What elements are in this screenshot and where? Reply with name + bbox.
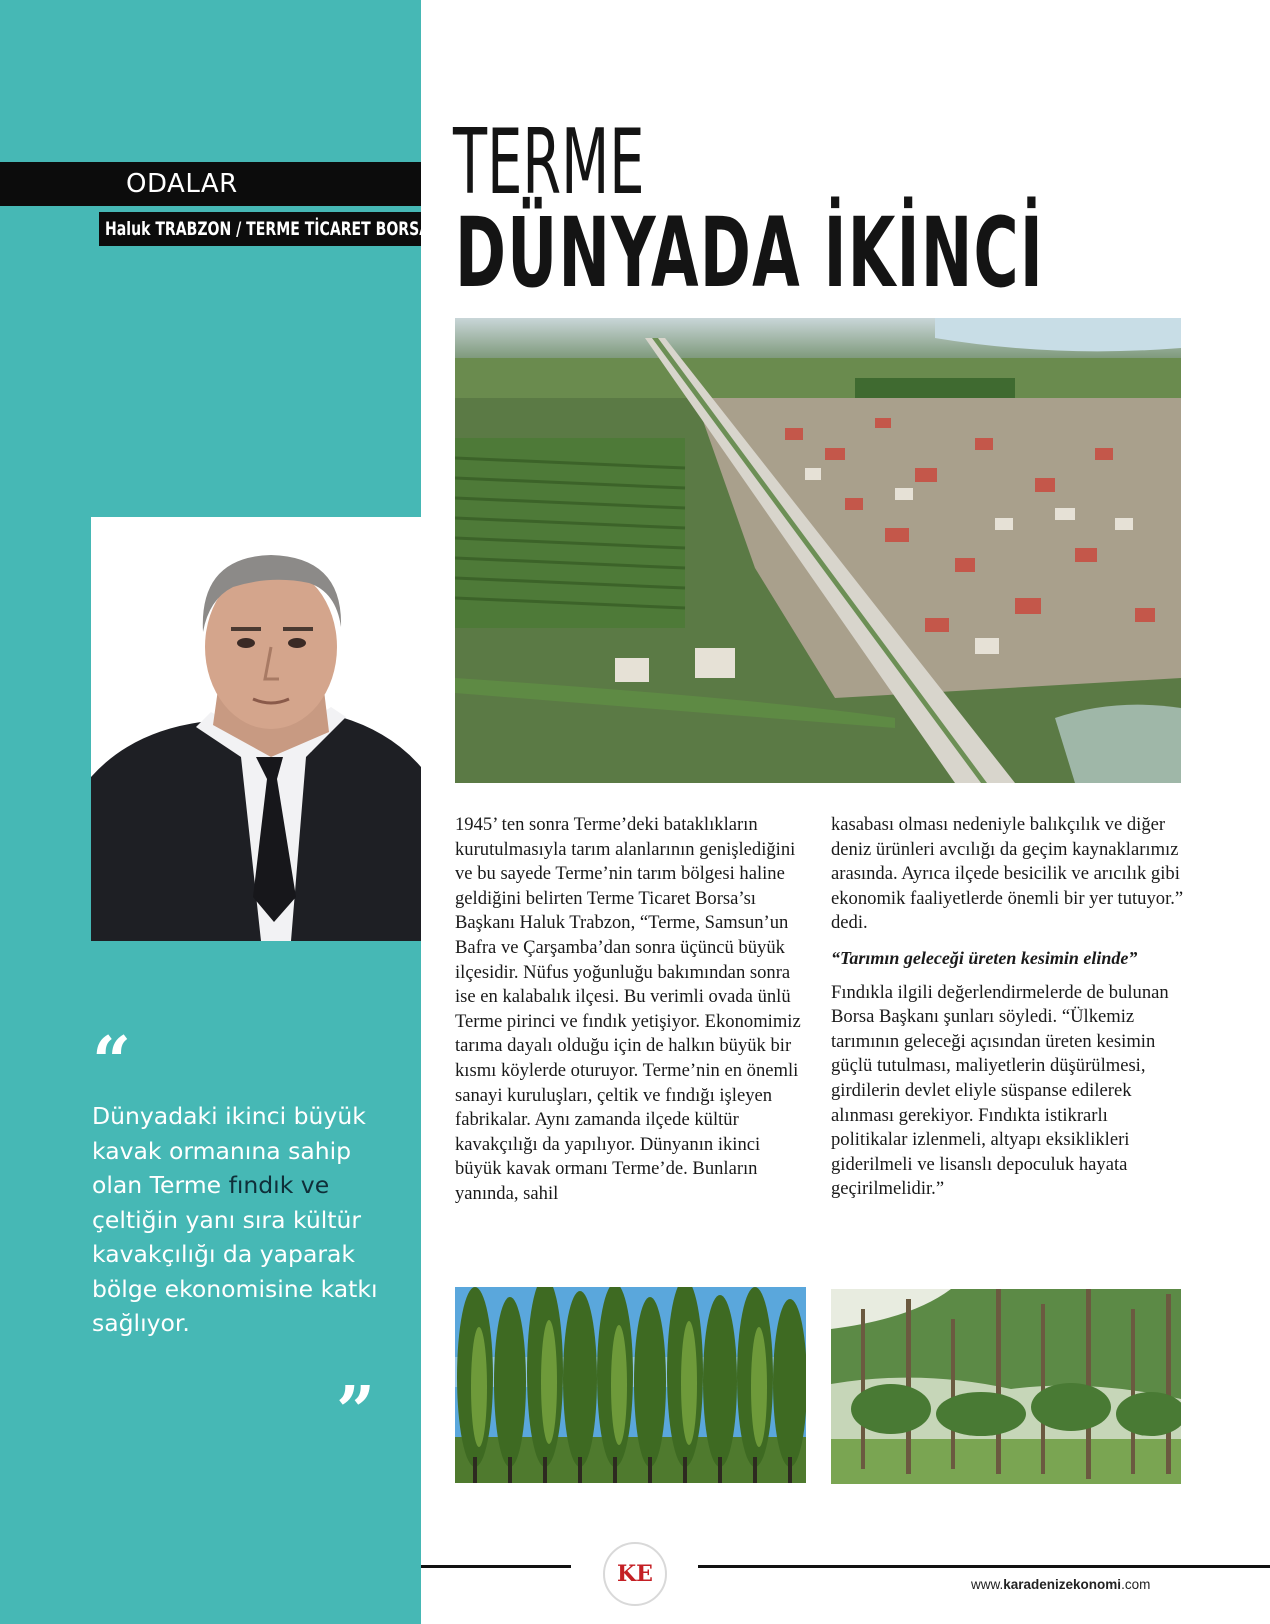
website-link[interactable]: www.karadenizekonomi.com <box>971 1577 1151 1592</box>
aerial-town-photo <box>455 318 1181 783</box>
author-bar <box>99 212 446 246</box>
headline-line1: TERME <box>453 110 645 215</box>
magazine-logo <box>603 1542 667 1606</box>
article-column-1 <box>455 813 810 1207</box>
pull-quote-text: Dünyadaki ikinci büyük kavak ormanına sahip olan Terme <box>92 1102 366 1199</box>
portrait-photo <box>91 517 421 941</box>
pull-quote-text-end: çeltiğin yanı sıra kültür kavakçılığı da yaparak bölge ekonomisine katkı sağlıyor. <box>92 1205 378 1337</box>
footer-rule-left <box>421 1565 571 1568</box>
article-paragraph-2: kasabası olması nedeniyle balıkçılık ve diğer deniz ürünleri avcılığı da geçim kaynaklarımız arasında. Ayrıca ilçede besicilik ve arıcılık gibi ekonomik faaliyetlerde önemli bir yer tutuyor.” dedi. <box>831 814 1184 934</box>
quote-close-mark: ” <box>336 1372 376 1452</box>
article-column-2 <box>831 813 1186 1212</box>
article-paragraph-1: 1945’ ten sonra Terme’deki bataklıkların kurutulmasıyla tarım alanlarının genişlediğini ve bu sayede Terme’nin tarım bölgesi haline geldiğini belirten Terme Ticaret Borsa’sı Başkanı Haluk Trabzon, “Terme, Samsun’un Bafra ve Çarşamba’dan sonra üçüncü büyük ilçesidir. Nüfus yoğunluğu bakımından sonra ise en kalabalık ilçesi. Bu verimli ovada ünlü Terme pirinci ve fındık yetişiyor. Ekonomimiz tarıma dayalı olduğu için de halkın büyük bir kısmı köylerde oturuyor. Terme’nin en önemli sanayi kuruluşları, çeltik ve fındığı işleyen fabrikalar. Aynı zamanda ilçede kültür kavakçılığı da yapılıyor. Dünyanın ikinci büyük kavak ormanı Terme’de. Bunların yanında, sahil <box>455 814 801 1204</box>
pull-quote-highlight: fındık ve <box>221 1171 330 1199</box>
section-bar <box>0 162 421 206</box>
footer-rule-right <box>698 1565 1270 1568</box>
section-label: ODALAR <box>126 169 238 199</box>
poplar-forest-photo <box>831 1289 1181 1484</box>
headline-line2: DÜNYADA İKİNCİ <box>455 197 1045 309</box>
poplar-row-photo <box>455 1287 806 1483</box>
quote-open-mark: “ <box>92 1022 132 1102</box>
article-paragraph-3: Fındıkla ilgili değerlendirmelerde de bulunan Borsa Başkanı şunları söyledi. “Ülkemiz tarımının geleceği açısından üreten kesimin güçlü tutulması, maliyetlerin düşürülmesi, girdilerin devlet eliyle süspanse edilerek alınması gerekiyor. Fındıkta istikrarlı politikalar izlenmeli, altyapı eksiklikleri giderilmeli ve lisanslı depoculuk hayata geçirilmelidir.” <box>831 981 1169 1200</box>
author-label: Haluk TRABZON / TERME TİCARET BORSASI <box>105 218 446 240</box>
logo-text: KE <box>617 1561 653 1587</box>
article-subheading: “Tarımın geleceği üreten kesimin elinde” <box>831 947 1138 968</box>
pull-quote <box>92 1099 392 1341</box>
